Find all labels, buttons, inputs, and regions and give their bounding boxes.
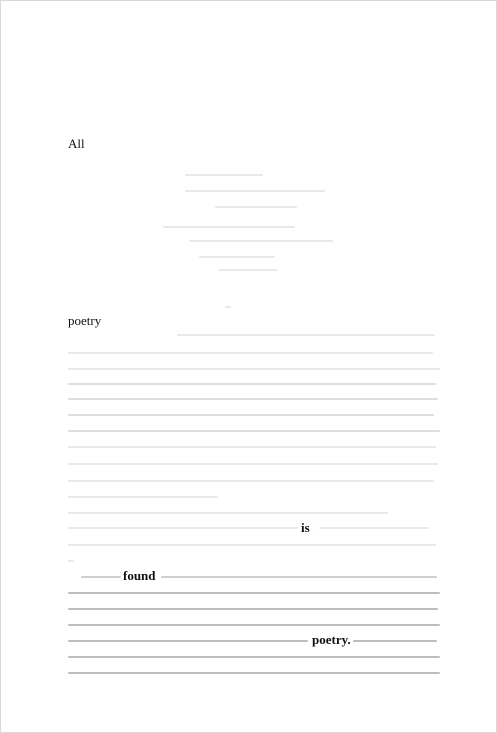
faded-text-line [68,592,440,594]
inline-word-is: is [301,520,310,535]
faded-text-line [225,306,231,308]
faded-text-line [319,527,429,529]
inline-word-found: found [123,568,156,583]
faded-text-line [68,656,440,658]
faded-text-line [68,430,440,432]
faded-text-line [81,576,121,578]
faded-text-line [199,256,275,258]
faded-text-line [68,368,440,370]
faded-text-line [68,383,436,385]
faded-text-line [68,414,434,416]
heading-word-all: All [68,136,85,151]
faded-text-line [68,463,438,465]
faded-text-line [68,527,298,529]
faded-text-line [215,206,297,208]
faded-text-line [68,352,433,354]
faded-text-line [161,576,437,578]
faded-text-line [219,269,277,271]
faded-text-line [68,608,438,610]
section-word-poetry: poetry [68,313,102,328]
faded-text-line [189,240,333,242]
faded-text-line [177,334,435,336]
faded-text-line [185,174,263,176]
faded-text-line [163,226,295,228]
faded-text-line [68,496,218,498]
inline-word-poetry-period: poetry. [312,632,351,647]
faded-text-line [68,446,436,448]
faded-text-line [68,480,434,482]
faded-text-line [68,640,308,642]
faded-text-line [68,624,440,626]
faded-text-line [68,398,438,400]
faded-text-line [68,512,388,514]
faded-text-line [68,560,74,562]
faded-text-line [68,544,436,546]
faded-text-line [185,190,325,192]
faded-text-line [68,672,440,674]
faded-text-line [353,640,437,642]
